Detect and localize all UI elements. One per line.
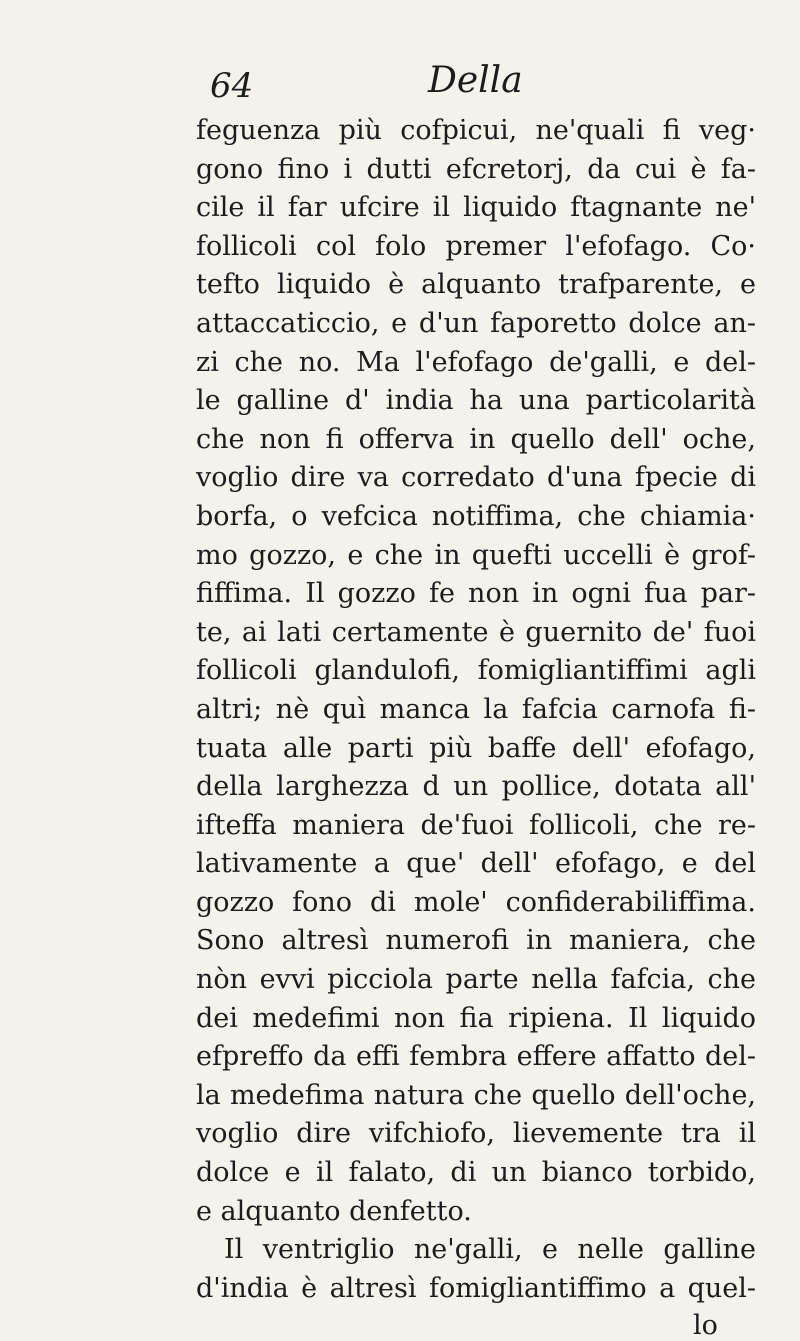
text-line: gozzo fono di mole' confiderabiliffima. (196, 886, 756, 918)
text-line: dei medefimi non fia ripiena. Il liquido (196, 1002, 756, 1034)
text-line: te, ai lati certamente è guernito de' fuoi (196, 616, 756, 648)
text-line: nòn evvi picciola parte nella fafcia, che (196, 964, 756, 996)
text-line: della larghezza d un pollice, dotata all' (196, 771, 756, 803)
text-line: le galline d' india ha una particolarità (196, 385, 756, 417)
page-header (210, 60, 610, 116)
text-line: borfa, o vefcica notiffima, che chiamia· (196, 500, 756, 532)
catchword: lo (693, 1310, 718, 1341)
text-line: zi che no. Ma l'efofago de'galli, e del- (196, 346, 756, 378)
text-line: follicoli col folo premer l'efofago. Co· (196, 230, 756, 262)
text-line: voglio dire va corredato d'una fpecie di (196, 462, 756, 494)
text-line: cile il far ufcire il liquido ftagnante ne' (196, 192, 756, 224)
text-line: Sono altresì numerofi in maniera, che (196, 925, 756, 957)
text-line: lativamente a que' dell' efofago, e del (196, 848, 756, 880)
text-line: che non fi offerva in quello dell' oche, (196, 423, 756, 455)
text-line: ifteffa maniera de'fuoi follicoli, che re- (196, 809, 756, 841)
text-line: altri; nè quì manca la fafcia carnofa fi- (196, 693, 756, 725)
text-line: mo gozzo, e che in quefti uccelli è grof- (196, 539, 756, 571)
text-line: tuata alle parti più baffe dell' efofago, (196, 732, 756, 764)
text-line: gono fino i dutti efcretorj, da cui è fa- (196, 153, 756, 185)
body-text (196, 112, 756, 1308)
text-line: tefto liquido è alquanto trafparente, e (196, 269, 756, 301)
text-line: voglio dire vifchiofo, lievemente tra il (196, 1118, 756, 1150)
running-head: Della (428, 60, 523, 101)
text-line: d'india è altresì fomigliantiffimo a quel- (196, 1272, 756, 1304)
page-number: 64 (210, 66, 254, 106)
text-line: la medefima natura che quello dell'oche, (196, 1079, 756, 1111)
text-line: follicoli glandulofi, fomigliantiffimi agli (196, 655, 756, 687)
text-line: dolce e il falato, di un bianco torbido, (196, 1157, 756, 1189)
text-line: efpreffo da effi fembra effere affatto del- (196, 1041, 756, 1073)
text-line: Il ventriglio ne'galli, e nelle galline (224, 1234, 756, 1266)
text-line: feguenza più cofpicui, ne'quali fi veg· (196, 115, 756, 146)
text-line: fiffima. Il gozzo fe non in ogni fua par- (196, 578, 756, 610)
text-line: e alquanto denfetto. (196, 1195, 472, 1227)
text-line: attaccaticcio, e d'un faporetto dolce an- (196, 307, 756, 339)
